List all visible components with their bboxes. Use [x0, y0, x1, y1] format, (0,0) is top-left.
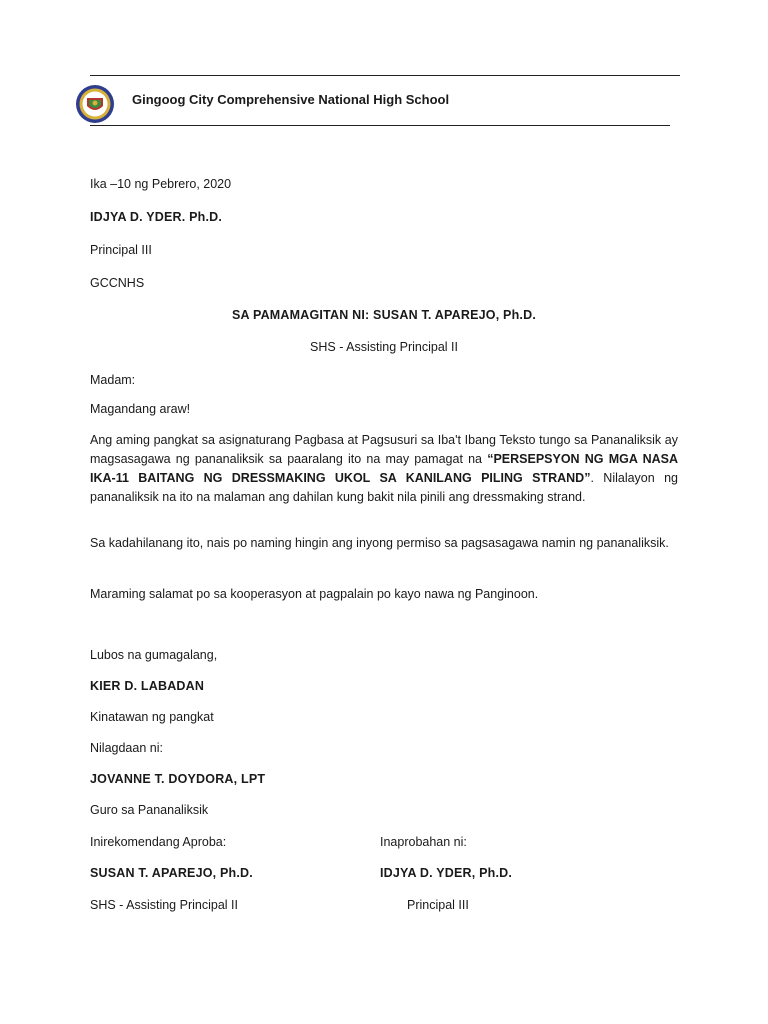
body-paragraph-3: Maraming salamat po sa kooperasyon at pagpalain po kayo nawa ng Panginoon.	[90, 587, 539, 601]
school-seal-logo	[75, 84, 115, 124]
approver-name: IDJYA D. YDER, Ph.D.	[380, 866, 513, 880]
recommender-title: SHS - Assisting Principal II	[90, 898, 238, 912]
teacher-name: JOVANNE T. DOYDORA, LPT	[90, 772, 266, 786]
header-top-rule	[90, 75, 680, 76]
body-paragraph-2: Sa kadahilanang ito, nais po naming hingin ang inyong permiso sa pagsasagawa namin ng pananaliksik.	[90, 536, 669, 550]
research-title: “PERSEPSYON NG MGA NASA IKA-11 BAITANG NG DRESSMAKING UKOL SA KANILANG PILING STRAND”	[90, 452, 678, 485]
body1-end: . Nilalayon ng pananaliksik na ito na malaman ang dahilan kung bakit nila pinili ang dressmaking strand.	[90, 471, 678, 504]
sender-role: Kinatawan ng pangkat	[90, 710, 214, 724]
teacher-role: Guro sa Pananaliksik	[90, 803, 209, 817]
recommend-label: Inirekomendang Aproba:	[90, 835, 227, 849]
noted-label: Nilagdaan ni:	[90, 741, 163, 755]
salutation: Madam:	[90, 373, 136, 387]
recipient-title: Principal III	[90, 243, 152, 257]
greeting: Magandang araw!	[90, 402, 191, 416]
sender-name: KIER D. LABADAN	[90, 679, 205, 693]
body1-start: Ang aming pangkat sa asignaturang Pagbasa at Pagsusuri sa Iba't Ibang Teksto tungo sa Pananaliksik ay magsasagawa ng pananaliksik sa paaralang ito na may pamagat na	[90, 433, 678, 466]
through-line: SA PAMAMAGITAN NI: SUSAN T. APAREJO, Ph.D.	[231, 308, 536, 322]
closing: Lubos na gumagalang,	[90, 648, 218, 662]
header-bottom-rule	[90, 125, 670, 126]
recipient-name: IDJYA D. YDER. Ph.D.	[90, 210, 223, 224]
letter-date: Ika –10 ng Pebrero, 2020	[90, 177, 232, 191]
recipient-school: GCCNHS	[90, 276, 145, 290]
body-paragraph-1	[90, 431, 678, 507]
approver-title: Principal III	[407, 898, 469, 912]
approved-label: Inaprobahan ni:	[380, 835, 467, 849]
through-title: SHS - Assisting Principal II	[310, 340, 458, 354]
school-name: Gingoog City Comprehensive National High School	[132, 92, 450, 107]
recommender-name: SUSAN T. APAREJO, Ph.D.	[90, 866, 253, 880]
